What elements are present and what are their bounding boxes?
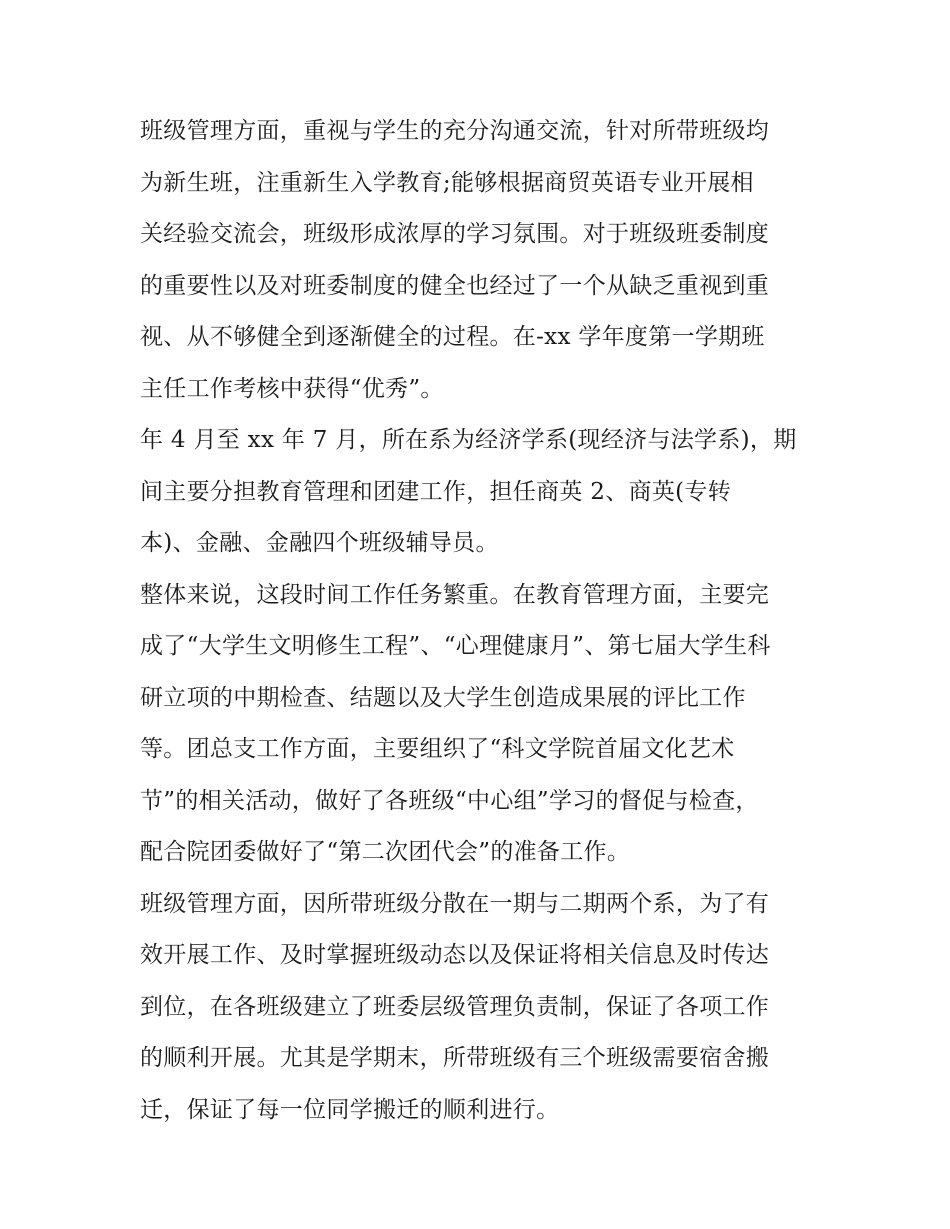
text-line: 成了“大学生文明修生工程”、“心理健康月”、第七届大学生科 [140, 633, 771, 659]
text-line: 迁，保证了每一位同学搬迁的顺利进行。 [140, 1096, 560, 1123]
text-line: 的重要性以及对班委制度的健全也经过了一个从缺乏重视到重 [140, 272, 770, 299]
paragraph-4 [140, 879, 830, 1137]
paragraph-2 [140, 415, 830, 570]
text-line: 整体来说，这段时间工作任务繁重。在教育管理方面，主要完 [140, 581, 770, 608]
text-line: 的顺利开展。尤其是学期末，所带班级有三个班级需要宿舍搬 [140, 1045, 770, 1071]
text-line: 班级管理方面，重视与学生的充分沟通交流，针对所带班级均 [140, 118, 770, 144]
text-line: 配合院团委做好了“第二次团代会”的准备工作。 [140, 839, 631, 865]
text-line: 间主要分担教育管理和团建工作，担任商英 2、商英(专转 [140, 478, 732, 505]
document-body [140, 106, 830, 1136]
text-line: 节”的相关活动，做好了各班级“中心组”学习的督促与检查， [140, 787, 759, 814]
text-line: 等。团总支工作方面，主要组织了“科文学院首届文化艺术 [140, 736, 735, 762]
paragraph-3 [140, 570, 830, 879]
text-line: 研立项的中期检查、结题以及大学生创造成果展的评比工作 [140, 684, 746, 711]
text-line: 关经验交流会，班级形成浓厚的学习氛围。对于班级班委制度 [140, 221, 770, 247]
paragraph-1 [140, 106, 830, 415]
text-line: 到位，在各班级建立了班委层级管理负责制，保证了各项工作 [140, 993, 770, 1020]
text-line: 效开展工作、及时掌握班级动态以及保证将相关信息及时传达 [140, 942, 770, 968]
text-line: 主任工作考核中获得“优秀”。 [140, 375, 444, 402]
text-line: 本)、金融、金融四个班级辅导员。 [140, 530, 499, 556]
text-line: 年 4 月至 xx 年 7 月，所在系为经济学系(现经济与法学系)，期 [140, 427, 797, 453]
text-line: 视、从不够健全到逐渐健全的过程。在-xx 学年度第一学期班 [140, 324, 765, 350]
text-line: 班级管理方面，因所带班级分散在一期与二期两个系，为了有 [140, 890, 770, 917]
text-line: 为新生班，注重新生入学教育;能够根据商贸英语专业开展相 [140, 169, 754, 196]
